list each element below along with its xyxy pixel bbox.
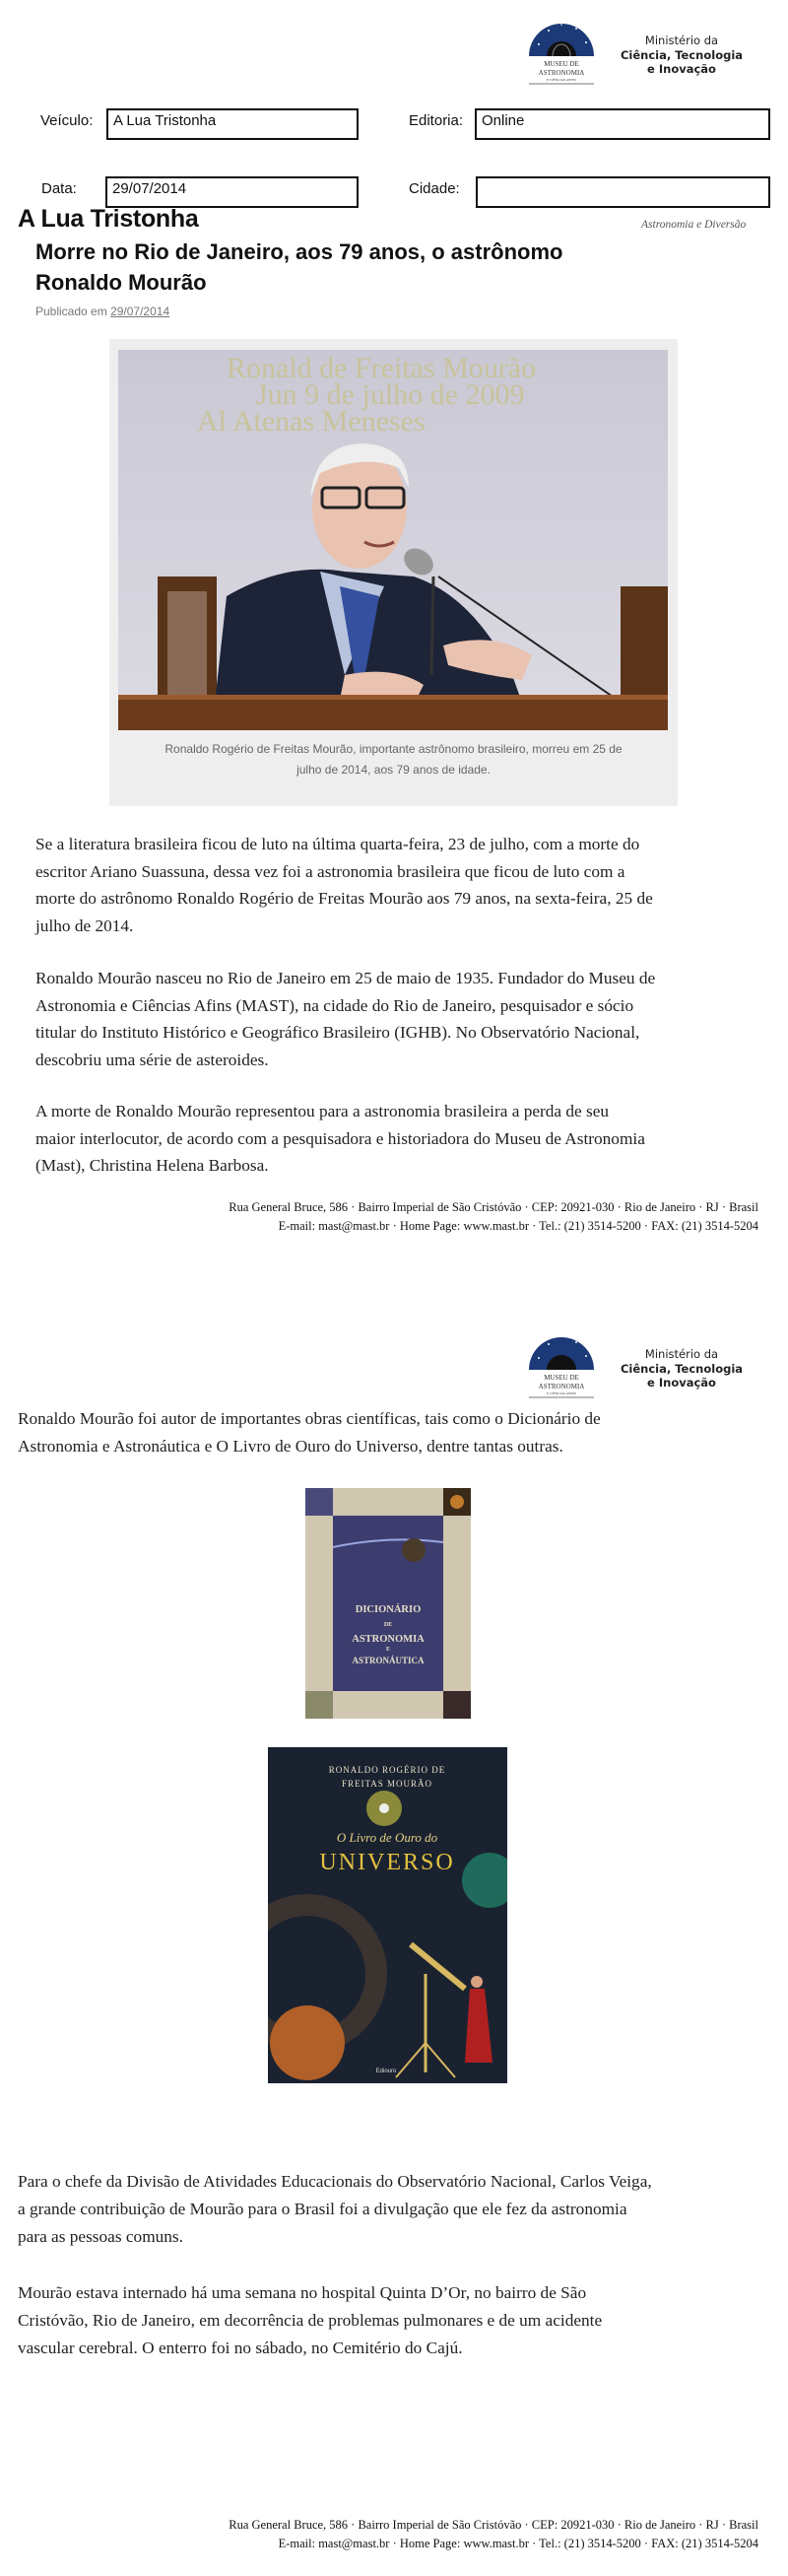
editoria-field[interactable]: Online [475,108,770,140]
museum-logo [527,1330,596,1404]
text-line: escritor Ariano Suassuna, dessa vez foi a astronomia brasileira que ficou de luto com a [35,861,625,881]
text-line: Se a literatura brasileira ficou de luto na última quarta-feira, 23 de julho, com a morte do [35,835,640,853]
veiculo-field[interactable]: A Lua Tristonha [106,108,359,140]
svg-text:E CIÊNCIAS AFINS: E CIÊNCIAS AFINS [547,78,576,82]
text-line: a grande contribuição de Mourão para o Brasil foi a divulgação que ele fez da astronomia [18,2200,627,2218]
text-line: A morte de Ronaldo Mourão representou para a astronomia brasileira a perda de seu [35,1102,610,1120]
cidade-label: Cidade: [409,180,460,197]
editoria-label: Editoria: [409,112,464,129]
text-line: Mourão estava internado há uma semana no hospital Quinta D’Or, no bairro de São [18,2283,587,2302]
page1-footer [229,1198,758,1236]
published-date-link[interactable]: 29/07/2014 [110,305,170,318]
svg-text:MUSEU DE: MUSEU DE [544,60,579,68]
paragraph [18,1405,601,1459]
veiculo-label: Veículo: [40,112,94,129]
text-line: Cristóvão, Rio de Janeiro, em decorrência de problemas pulmonares e de um acidente [18,2311,603,2330]
paragraph [18,2168,652,2251]
photo-caption [109,739,678,780]
book-cover-dicionario [305,1488,471,1719]
text-line: julho de 2014. [35,915,134,935]
data-label: Data: [41,180,77,197]
svg-text:ASTRONOMIA: ASTRONOMIA [538,69,585,77]
book2-title-line2: UNIVERSO [319,1850,455,1875]
text-line: vascular cerebral. O enterro foi no sábado, no Cemitério do Cajú. [18,2339,463,2357]
headline-line: Morre no Rio de Janeiro, aos 79 anos, o astrônomo [35,239,563,264]
museum-logo [527,17,596,91]
book2-author-line: RONALDO ROGÉRIO DE [328,1765,446,1775]
cidade-field[interactable] [476,176,770,208]
text-line: morte do astrônomo Ronaldo Rogério de Freitas Mourão aos 79 anos, na sexta-feira, 25 de [35,889,653,908]
photo-mourao [118,350,668,730]
ministry-logo-text [613,34,751,77]
published-prefix: Publicado em [35,305,107,318]
screen-text-line: Al Atenas Meneses [197,405,426,438]
headline-line: Ronaldo Mourão [35,270,207,295]
text-line: para as pessoas comuns. [18,2227,183,2246]
svg-text:MUSEU DE: MUSEU DE [544,1374,579,1382]
text-line: Para o chefe da Divisão de Atividades Educacionais do Observatório Nacional, Carlos Veiga, [18,2172,652,2191]
book1-title-line: E [385,1647,391,1653]
caption-line: julho de 2014, aos 79 anos de idade. [296,763,491,777]
published-info [35,305,169,318]
book2-publisher: Ediouro [375,2068,397,2074]
book1-title-line: ASTRONÁUTICA [352,1656,425,1665]
book2-title-line1: O Livro de Ouro do [336,1830,438,1845]
page2-footer [229,2516,758,2553]
svg-text:E CIÊNCIAS AFINS: E CIÊNCIAS AFINS [547,1391,576,1395]
site-tagline: Astronomia e Diversão [641,219,747,231]
ministry-logo-text [613,1347,751,1390]
site-name[interactable]: A Lua Tristonha [18,205,199,233]
paragraph [35,831,653,939]
ministry-line2: Ciência, Tecnologia [620,47,744,62]
text-line: Astronomia e Astronáutica e O Livro de Ouro do Universo, dentre tantas outras. [18,1436,563,1456]
book1-title-line: DICIONÁRIO [355,1604,422,1615]
paragraph [35,965,655,1073]
text-line: titular do Instituto Histórico e Geográfico Brasileiro (IGHB). No Observatório Nacional, [35,1023,640,1042]
text-line: Ronaldo Mourão nasceu no Rio de Janeiro em 25 de maio de 1935. Fundador do Museu de [35,969,656,987]
ministry-line3: e Inovação [647,1376,716,1390]
text-line: maior interlocutor, de acordo com a pesquisadora e historiadora do Museu de Astronomia [35,1128,645,1148]
text-line: (Mast), Christina Helena Barbosa. [35,1156,269,1175]
paragraph [18,2279,602,2362]
ministry-line1: Ministério da [644,1347,719,1361]
book-cover-livro-de-ouro [268,1747,507,2083]
screen-text-line: Ronald de Freitas Mourão [227,352,537,384]
ministry-line1: Ministério da [644,34,719,47]
caption-line: Ronaldo Rogério de Freitas Mourão, importante astrônomo brasileiro, morreu em 25 de [164,742,623,756]
book2-author-line: FREITAS MOURÃO [341,1779,433,1789]
text-line: Ronaldo Mourão foi autor de importantes obras científicas, tais como o Dicionário de [18,1409,601,1428]
screen-text-line: Jun 9 de julho de 2009 [256,378,525,411]
book1-title-line: ASTRONOMIA [352,1634,425,1645]
paragraph [35,1098,645,1180]
footer-address: Rua General Bruce, 586 · Bairro Imperial de São Cristóvão · CEP: 20921-030 · Rio de Janeiro · RJ · Brasil [229,1200,758,1214]
text-line: Astronomia e Ciências Afins (MAST), na cidade do Rio de Janeiro, pesquisador e sócio [35,995,634,1015]
data-field[interactable]: 29/07/2014 [105,176,359,208]
ministry-line3: e Inovação [647,62,716,76]
text-line: descobriu uma série de asteroides. [35,1050,269,1069]
footer-contact: E-mail: mast@mast.br · Home Page: www.mast.br · Tel.: (21) 3514-5200 · FAX: (21) 3514-5204 [278,2537,758,2550]
svg-text:ASTRONOMIA: ASTRONOMIA [538,1383,585,1390]
footer-contact: E-mail: mast@mast.br · Home Page: www.mast.br · Tel.: (21) 3514-5200 · FAX: (21) 3514-5204 [278,1219,758,1233]
article-headline [35,237,562,298]
ministry-line2: Ciência, Tecnologia [620,1361,744,1376]
book1-title-line: DE [383,1622,393,1628]
footer-address: Rua General Bruce, 586 · Bairro Imperial de São Cristóvão · CEP: 20921-030 · Rio de Janeiro · RJ · Brasil [229,2518,758,2532]
